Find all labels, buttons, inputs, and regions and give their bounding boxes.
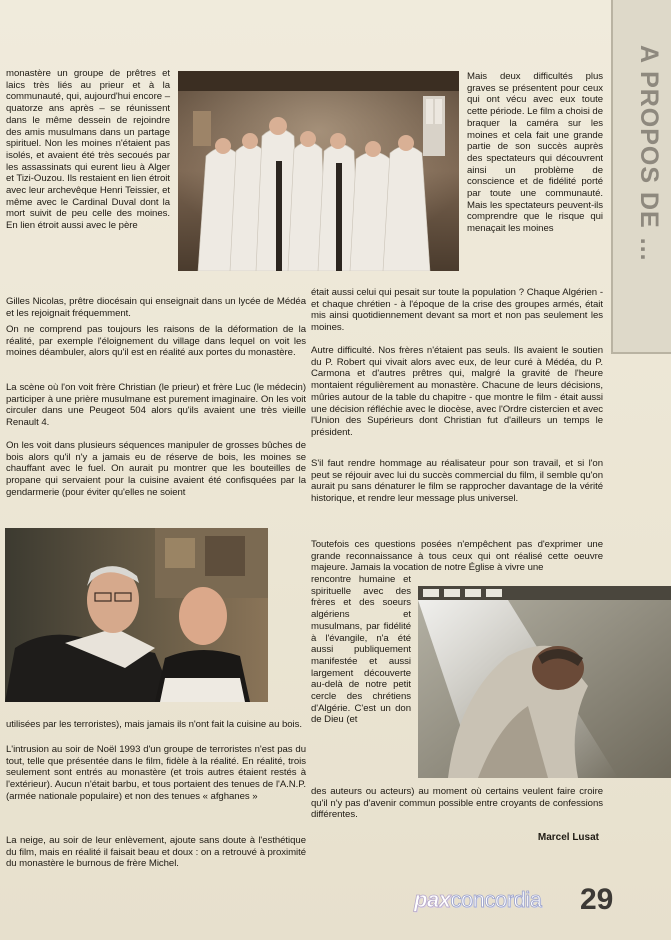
photo-monk-in-light bbox=[418, 586, 671, 778]
col2-text-a: Mais deux difficultés plus graves se présentent pour ceux qui ont vécu avec eux toute cette période. Le film a choisi de braquer la caméra sur les moines et cela fait une grande partie de son succès auprès des spectateurs qui découvrent ainsi un problème de conscience et de fidélité porté par toute une communauté. Mais les spectateurs peuvent-ils comprendre que le risque qui menaçait les moines bbox=[467, 71, 603, 235]
section-sidebar bbox=[611, 0, 671, 354]
col1-text-a: monastère un groupe de prêtres et laics très liés au prieur et à la communauté, qui, aujourd'hui encore – quatorze ans après – se réunissent dans le même dessein de rejoindre des amis musulmans dans un partage spirituel. Non les moines n'étaient pas isolés, et avaient été très secoués par les assassinats qui eurent lieu à Alger et Tizi-Ouzou. Ils restaient en lien étroit avec leur archevêque Henri Teissier, et même avec le Cardinal Duval dont la mort suivit de peu celle des moines. En lien étroit aussi avec le père bbox=[6, 68, 170, 232]
page-number: 29 bbox=[580, 883, 614, 916]
col1-text-e: On les voit dans plusieurs séquences manipuler de grosses bûches de bois alors qu'il n'y a jamais eu de réserve de bois, les moines se chauffant avec le fuel. On aurait pu montrer que les bouteilles de propane qui servaient pour la cuisine avaient été confisquées par la gendarmerie (pour éviter qu'elles ne soient bbox=[6, 440, 306, 498]
col2-text-c: Autre difficulté. Nos frères n'étaient pas seuls. Ils avaient le soutien du P. Robert qui vivait alors avec eux, de leur curé à Médéa, du P. Carmona et d'autres prêtres qui, malgré la gravité de l'heure montaient régulièrement au monastère. Chacune de leurs décisions, mûries autour de la table du chapitre - que montre le film - était aussi une décision réfléchie avec le diocèse, avec l'Ordre cistercien et avec l'Union des Supérieurs dont Christian fut d'ailleurs un temps le président. bbox=[311, 345, 603, 438]
monk-in-light-image bbox=[418, 586, 671, 778]
two-monks-image bbox=[5, 528, 268, 702]
col1-text-c: On ne comprend pas toujours les raisons de la déformation de la réalité, par exemple l'éloignement du village dans lequel on voit les moines déambuler, alors qu'il est en réalité aux portes du monastère. bbox=[6, 324, 306, 359]
col1-text-b: Gilles Nicolas, prêtre diocésain qui enseignait dans un lycée de Médéa et les rejoignait fréquemment. bbox=[6, 296, 306, 319]
col1-text-d: La scène où l'on voit frère Christian (le prieur) et frère Luc (le médecin) participer à une prière musulmane est purement imaginaire. On les voit circuler dans une Peugeot 504 alors qu'ils avaient une très vieille Renault 4. bbox=[6, 382, 306, 429]
photo-two-monks bbox=[5, 528, 268, 702]
col2-text-e: Toutefois ces questions posées n'empêchent pas d'exprimer une grande reconnaissance à tous ceux qui ont réalisé cette oeuvre majeure. Jamais la vocation de notre Église à vivre une bbox=[311, 539, 603, 574]
col2-text-d: S'il faut rendre hommage au réalisateur pour son travail, et si l'on peut se réjouir avec lui du succès commercial du film, il semble qu'on aurait pu sans dénaturer le film se rapprocher davantage de la vérité historique, et rendre leur message plus universel. bbox=[311, 458, 603, 505]
logo-concordia: concordia bbox=[450, 887, 542, 912]
col2-text-g: des auteurs ou acteurs) au moment où certains veulent faire croire qu'il n'y pas d'avenir commun possible entre croyants de confessions différentes. bbox=[311, 786, 603, 821]
col1-text-h: La neige, au soir de leur enlèvement, ajoute sans doute à l'esthétique du film, mais en réalité il faisait beau et doux : on a retrouvé à proximité du monastère le burnous de frère Michel. bbox=[6, 835, 306, 870]
author-signature: Marcel Lusat bbox=[537, 832, 599, 843]
magazine-logo bbox=[414, 887, 541, 917]
photo-monks-group bbox=[178, 71, 459, 271]
col1-text-g: L'intrusion au soir de Noël 1993 d'un groupe de terroristes n'est pas du tout, telle que présentée dans le film, fidèle à la réalité. En réalité, trois seulement sont entrés au monastère (et trois autres étaient restés à l'extérieur). Aucun n'était barbu, et tous portaient des tenues de l'A.N.P. (armée nationale populaire) et non des tenues « afghanes » bbox=[6, 744, 306, 802]
col2-text-f: rencontre humaine et spirituelle avec des frères et des soeurs algériens et musulmans, par fidélité à l'évangile, n'a été aussi publiquement manifestée et aussi largement découverte au-delà de notre petit cercle des chrétiens d'Algérie. C'est un don de Dieu (et bbox=[311, 574, 411, 726]
col1-text-f: utilisées par les terroristes), mais jamais ils n'ont fait la cuisine au bois. bbox=[6, 719, 302, 730]
monks-group-image bbox=[178, 71, 459, 271]
section-title: A PROPOS DE … bbox=[635, 45, 663, 263]
logo-pax: pax bbox=[414, 887, 451, 912]
col2-text-b: était aussi celui qui pesait sur toute la population ? Chaque Algérien - et chaque chrétien - à l'époque de la crise des groupes armés, était mis ainsi quotidiennement devant sa mort et non pas seulement les moines. bbox=[311, 287, 603, 334]
